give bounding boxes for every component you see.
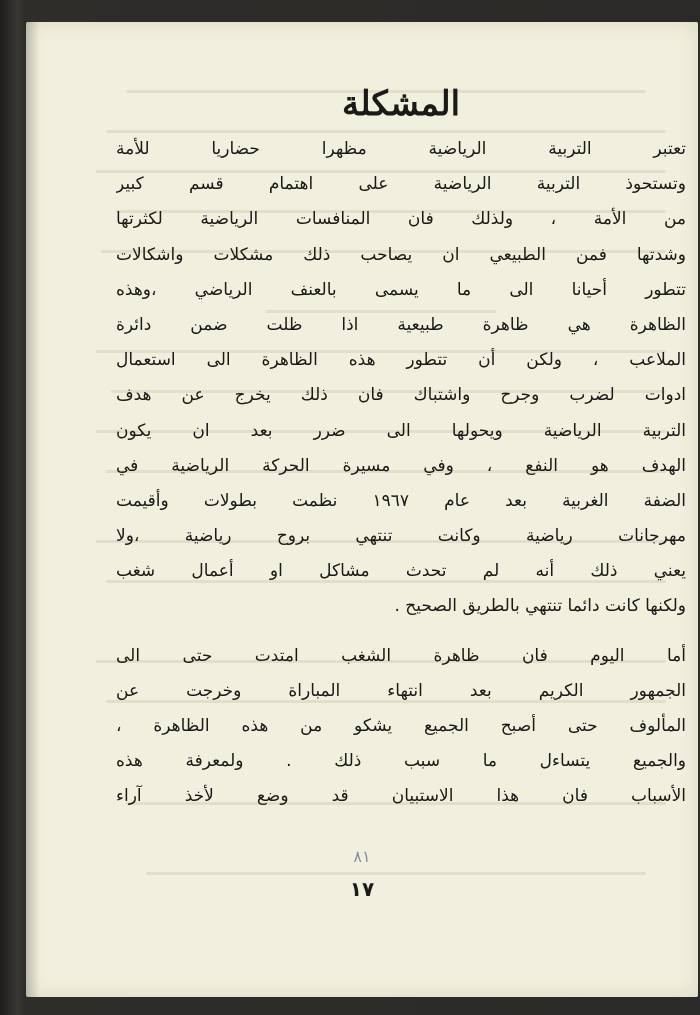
text-line: تعتبر التربية الرياضية مظهرا حضاريا للأمة: [116, 139, 686, 159]
paragraph-1: [116, 132, 686, 625]
text-line: ادوات لضرب وجرح واشتباك فان ذلك يخرج عن هدف: [116, 385, 686, 406]
text-line: ولكنها كانت دائما تنتهي بالطريق الصحيح .: [394, 596, 686, 617]
text-line: الضفة الغربية بعد عام ١٩٦٧ نظمت بطولات وأقيمت: [116, 490, 686, 511]
page-number: ١٧: [349, 877, 375, 901]
text-line: وشدتها فمن الطبيعي ان يصاحب ذلك مشكلات واشكالات: [116, 244, 686, 265]
page-title: المشكلة: [341, 84, 461, 124]
text-line: وتستحوذ التربية الرياضية على اهتمام قسم كبير: [116, 174, 686, 195]
text-line: من الأمة ، ولذلك فان المنافسات الرياضية لكثرتها: [116, 209, 686, 230]
bleed-line: [146, 872, 646, 875]
text-line: يعني ذلك أنه لم تحدث مشاكل او أعمال شغب: [116, 561, 686, 582]
paragraph-gap: [116, 625, 686, 639]
text-line: الجمهور الكريم بعد انتهاء المباراة وخرجت عن: [116, 680, 686, 701]
text-line: الهدف هو النفع ، وفي مسيرة الحركة الرياضية في: [116, 455, 686, 476]
text-line: تتطور أحيانا الى ما يسمى بالعنف الرياضي ،وهذه: [116, 279, 686, 300]
text-line: التربية الرياضية ويحولها الى ضرر بعد ان يكون: [116, 420, 686, 441]
text-line: أما اليوم فان ظاهرة الشغب امتدت حتى الى: [116, 645, 686, 666]
paragraph-2: [116, 639, 686, 815]
text-line: الظاهرة هي ظاهرة طبيعية اذا ظلت ضمن دائرة: [116, 314, 686, 335]
article-body: [116, 82, 686, 815]
text-line: المألوف حتى أصبح الجميع يشكو من هذه الظاهرة ،: [116, 716, 686, 736]
paper-page: [26, 22, 698, 997]
text-line: مهرجانات رياضية وكانت تنتهي بروح رياضية ،ولا: [116, 526, 686, 547]
text-line: الملاعب ، ولكن أن تتطور هذه الظاهرة الى استعمال: [116, 350, 686, 371]
text-line: والجميع يتساءل ما سبب ذلك . ولمعرفة هذه: [116, 751, 686, 772]
text-line: الأسباب فان هذا الاستبيان قد وضع لأخذ آراء: [116, 786, 686, 807]
handwritten-margin-note: ٨١: [353, 847, 371, 866]
